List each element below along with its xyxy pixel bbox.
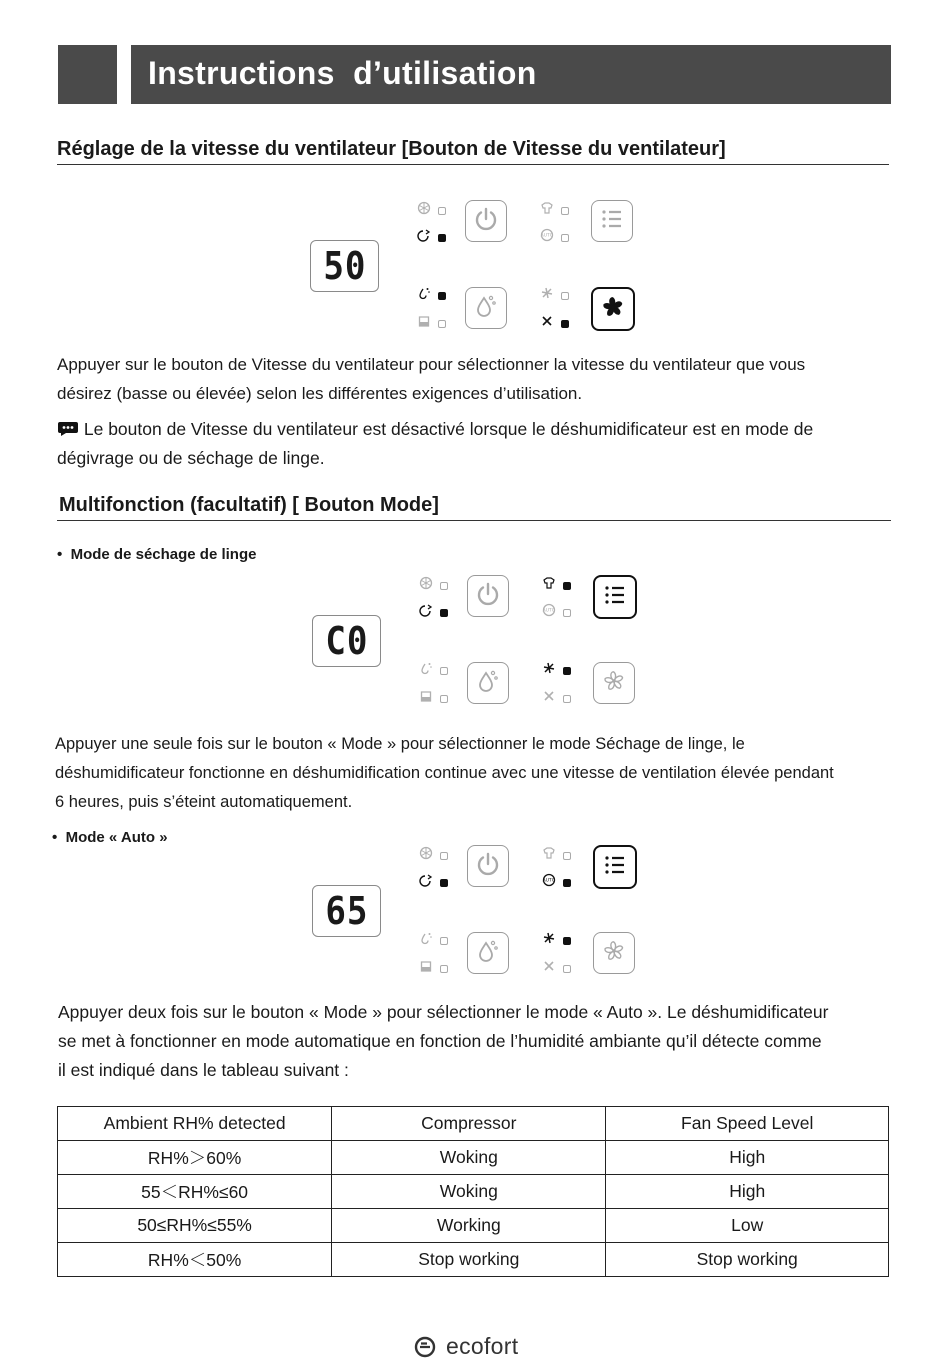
table-cell: 55＜RH%≤60 (58, 1175, 332, 1209)
page-title: Instructions d’utilisation (148, 55, 537, 91)
section-title-mode: Multifonction (facultatif) [ Bouton Mode] (59, 494, 439, 516)
indicator-defrost (417, 201, 446, 220)
paragraph-line: se met à fonctionner en mode automatique en fonction de l’humidité ambiante qu’il détecte comme (58, 1031, 822, 1051)
fan-icon (599, 936, 629, 971)
brand-logo (414, 1333, 518, 1360)
indicator-dehumidify (419, 873, 448, 892)
indicator-light (438, 292, 446, 300)
indicator-defrost (419, 576, 448, 595)
tank-full-icon (419, 959, 433, 978)
indicator-light (438, 320, 446, 328)
indicator-auto-mode (542, 873, 571, 892)
paragraph-line: Appuyer sur le bouton de Vitesse du ventilateur pour sélectionner la vitesse du ventilateur que vous (57, 355, 806, 374)
menu-list-icon (601, 581, 629, 614)
fan-high-icon (542, 661, 556, 680)
svg-text:AUTO: AUTO (542, 878, 556, 884)
ecofort-logo-icon (414, 1336, 436, 1358)
control-panel-fan-speed (310, 196, 640, 331)
note-icon (57, 419, 79, 439)
rh-table (57, 1106, 889, 1277)
fan-speed-button[interactable] (591, 287, 635, 331)
humidity-display (310, 240, 379, 292)
indicator-light (563, 667, 571, 675)
continuous-drain-icon (419, 931, 433, 950)
power-icon (474, 850, 502, 883)
display-digits: 65 (324, 889, 368, 933)
indicator-light (563, 879, 571, 887)
drain-button[interactable] (465, 287, 507, 329)
power-button[interactable] (467, 845, 509, 887)
indicator-tank-full (417, 314, 446, 333)
indicator-light (561, 234, 569, 242)
table-cell: Working (332, 1209, 606, 1243)
display-digits: 50 (322, 244, 366, 288)
menu-list-icon (598, 205, 626, 238)
defrost-icon (419, 576, 433, 595)
humidity-display (312, 885, 381, 937)
table-cell: Stop working (332, 1243, 606, 1277)
clothes-drying-icon (540, 201, 554, 220)
display-digits: C0 (324, 619, 368, 663)
indicator-fan-high (540, 286, 569, 305)
header-bar (131, 45, 891, 104)
control-panel-auto (312, 841, 642, 976)
indicator-light (438, 207, 446, 215)
menu-list-icon (601, 851, 629, 884)
bullet-auto-mode: • Mode « Auto » (52, 829, 168, 846)
indicator-fan-high (542, 661, 571, 680)
note-line: Le bouton de Vitesse du ventilateur est désactivé lorsque le déshumidificateur est en mode de (57, 415, 813, 444)
table-cell: RH%＞60% (58, 1141, 332, 1175)
auto-mode-icon (542, 873, 556, 892)
indicator-clothes-drying (540, 201, 569, 220)
indicator-dehumidify (417, 228, 446, 247)
indicator-light (563, 695, 571, 703)
paragraph-line: Appuyer deux fois sur le bouton « Mode » pour sélectionner le mode « Auto ». Le déshumidificateur (58, 1002, 829, 1022)
fan-high-icon (540, 286, 554, 305)
mode-button[interactable] (593, 575, 637, 619)
table-row (58, 1141, 889, 1175)
indicator-continuous-drain (419, 661, 448, 680)
indicator-tank-full (419, 959, 448, 978)
brand-name: ecofort (446, 1333, 519, 1359)
paragraph-line: désirez (basse ou élevée) selon les différentes exigences d’utilisation. (57, 384, 583, 403)
dehumidify-icon (417, 228, 431, 247)
tank-full-icon (419, 689, 433, 708)
paragraph-line: 6 heures, puis s’éteint automatiquement. (55, 793, 353, 811)
section-title-fan-speed: Réglage de la vitesse du ventilateur [Bouton de Vitesse du ventilateur] (57, 138, 726, 160)
table-row (58, 1209, 889, 1243)
table-cell: Stop working (606, 1243, 889, 1277)
section-divider (57, 164, 889, 165)
indicator-light (440, 879, 448, 887)
mode-button[interactable] (593, 845, 637, 889)
indicator-fan-low (542, 689, 571, 708)
indicator-dehumidify (419, 603, 448, 622)
indicator-fan-high (542, 931, 571, 950)
indicator-light (563, 582, 571, 590)
table-cell: Woking (332, 1141, 606, 1175)
fan-high-icon (542, 931, 556, 950)
fan-icon (598, 292, 628, 327)
indicator-light (440, 695, 448, 703)
indicator-light (440, 965, 448, 973)
fan-low-icon (542, 959, 556, 978)
power-button[interactable] (465, 200, 507, 242)
table-cell: High (606, 1175, 889, 1209)
drain-button[interactable] (467, 932, 509, 974)
table-cell: Woking (332, 1175, 606, 1209)
indicator-light (561, 207, 569, 215)
fan-speed-button[interactable] (593, 932, 635, 974)
table-row (58, 1175, 889, 1209)
section-divider (57, 520, 891, 521)
fan-low-icon (542, 689, 556, 708)
table-cell: 50≤RH%≤55% (58, 1209, 332, 1243)
power-button[interactable] (467, 575, 509, 617)
paragraph-line: déshumidificateur fonctionne en déshumidification continue avec une vitesse de ventilation élevée pendant (55, 764, 834, 782)
dehumidify-icon (419, 603, 433, 622)
indicator-fan-low (542, 959, 571, 978)
indicator-continuous-drain (419, 931, 448, 950)
power-icon (472, 205, 500, 238)
indicator-auto-mode (540, 228, 569, 247)
continuous-drain-icon (419, 661, 433, 680)
table-cell: RH%＜50% (58, 1243, 332, 1277)
indicator-light (563, 965, 571, 973)
svg-text:AUTO: AUTO (540, 233, 554, 239)
indicator-fan-low (540, 314, 569, 333)
power-icon (474, 580, 502, 613)
dehumidify-icon (419, 873, 433, 892)
water-drop-icon (475, 937, 501, 970)
control-panel-clothes-drying (312, 571, 642, 706)
indicator-tank-full (419, 689, 448, 708)
defrost-icon (417, 201, 431, 220)
water-drop-icon (475, 667, 501, 700)
table-header-cell: Fan Speed Level (606, 1107, 889, 1141)
header-block (58, 45, 117, 104)
indicator-continuous-drain (417, 286, 446, 305)
indicator-light (440, 609, 448, 617)
drain-button[interactable] (467, 662, 509, 704)
defrost-icon (419, 846, 433, 865)
fan-low-icon (540, 314, 554, 333)
fan-icon (599, 666, 629, 701)
table-cell: High (606, 1141, 889, 1175)
clothes-drying-icon (542, 576, 556, 595)
humidity-display (312, 615, 381, 667)
paragraph-line: il est indiqué dans le tableau suivant : (58, 1060, 349, 1080)
indicator-light (561, 320, 569, 328)
indicator-light (440, 667, 448, 675)
fan-speed-button[interactable] (593, 662, 635, 704)
auto-mode-icon (542, 603, 556, 622)
bullet-clothes-drying: • Mode de séchage de linge (57, 546, 257, 563)
note-line: dégivrage ou de séchage de linge. (57, 448, 325, 468)
indicator-defrost (419, 846, 448, 865)
mode-button[interactable] (591, 200, 633, 242)
svg-text:AUTO: AUTO (542, 608, 556, 614)
paragraph-line: Appuyer une seule fois sur le bouton « Mode » pour sélectionner le mode Séchage de linge, le (55, 735, 745, 753)
indicator-light (561, 292, 569, 300)
indicator-light (438, 234, 446, 242)
auto-mode-icon (540, 228, 554, 247)
continuous-drain-icon (417, 286, 431, 305)
indicator-light (440, 852, 448, 860)
indicator-light (563, 852, 571, 860)
table-cell: Low (606, 1209, 889, 1243)
water-drop-icon (473, 292, 499, 325)
indicator-light (563, 609, 571, 617)
indicator-clothes-drying (542, 576, 571, 595)
indicator-auto-mode (542, 603, 571, 622)
table-row (58, 1243, 889, 1277)
table-header-cell: Compressor (332, 1107, 606, 1141)
indicator-light (440, 582, 448, 590)
clothes-drying-icon (542, 846, 556, 865)
indicator-light (563, 937, 571, 945)
indicator-light (440, 937, 448, 945)
table-header-row (58, 1107, 889, 1141)
indicator-clothes-drying (542, 846, 571, 865)
table-header-cell: Ambient RH% detected (58, 1107, 332, 1141)
tank-full-icon (417, 314, 431, 333)
